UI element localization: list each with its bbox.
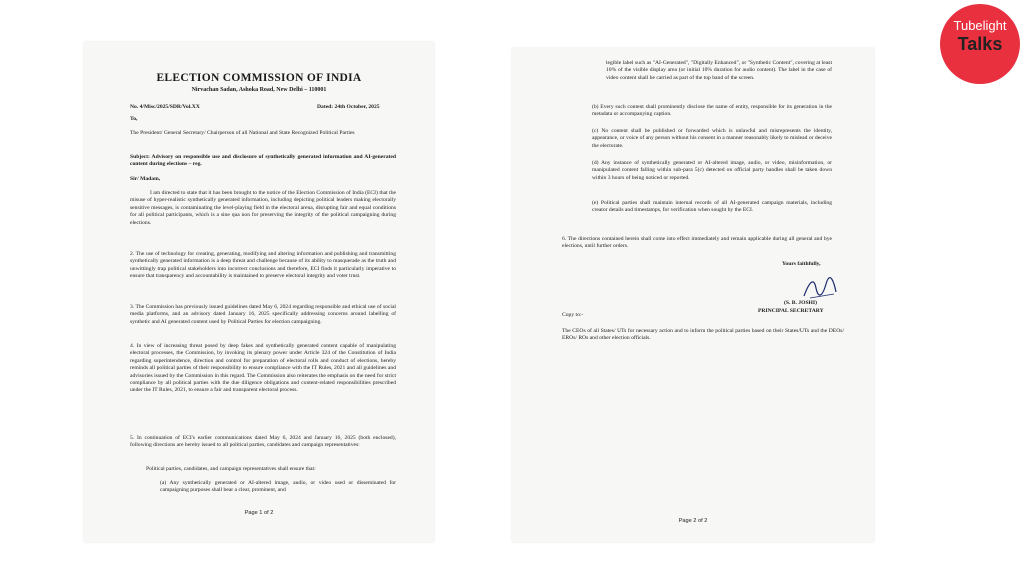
page-number: Page 1 of 2 xyxy=(244,510,274,516)
subject-line: Subject: Advisory on responsible use and disclosure of synthetically generated information and AI-generated content during elections – reg. xyxy=(130,154,396,168)
letterhead-address: Nirvachan Sadan, Ashoka Road, New Delhi – 110001 xyxy=(191,87,327,93)
copy-to-text: The CEOs of all States/ UTs for necessary action and to inform the political parties based on their States/UTs and the DEOs/ EROs/ ROs and other election officials. xyxy=(562,328,844,342)
item-b: (b) Every such content shall prominently disclose the name of entity, responsible for its generation in the metadata or accompanying caption. xyxy=(592,104,832,118)
recipients: The President/ General Secretary/ Chairperson of all National and State Recognized Political Parties xyxy=(130,130,355,136)
ensure-line: Political parties, candidates, and campaign representatives shall ensure that: xyxy=(146,466,316,472)
paragraph-1: I am directed to state that it has been brought to the notice of the Election Commission of India (ECI) that the misuse of hyper-realistic synthetically generated information, including depicting political leaders making electorally sensitive messages, is contaminating the level-playing field in the electoral arena, disrupting fair and equal conditions for all political participants, which is a sine qua non for preserving the integrity of the political campaigning during elections. xyxy=(130,190,396,226)
document-page-2 xyxy=(512,48,874,542)
item-a-continued: legible label such as "AI-Generated", "Digitally Enhanced", or "Synthetic Content", covering at least 10% of the visible display area (or initial 10% duration for audio content). The label in the case of video content shall be carried as part of the top band of the screen. xyxy=(606,60,832,81)
letter-date: Dated: 24th October, 2025 xyxy=(317,104,380,110)
reference-number: No. 4/Misc/2025/SDR/Vol.XX xyxy=(130,104,200,110)
document-page-1 xyxy=(84,42,434,542)
paragraph-5: 5. In continuation of ECI's earlier communications dated May 6, 2024 and January 16, 2025 (both enclosed), following directions are hereby issued to all political parties, candidates and campaign representatives: xyxy=(130,435,396,449)
paragraph-2: 2. The use of technology for creating, generating, modifying and altering information and publishing and transmitting synthetically generated information is a deep threat and challenge because of its ability to masquerade as the truth and unwittingly trap political stakeholders into incorrect conclusions and therefore, ECI finds it particularly imperative to ensure that transparency and accountability is maintained to preserve electoral integrity and voter trust. xyxy=(130,251,396,280)
paragraph-6: 6. The directions contained herein shall come into effect immediately and remain applicable during all general and bye elections, until further orders. xyxy=(562,236,832,250)
signatory-name: (S. B. JOSHI) xyxy=(784,300,817,306)
letterhead-title: ELECTION COMMISSION OF INDIA xyxy=(156,72,362,84)
signatory-designation: PRINCIPAL SECRETARY xyxy=(758,308,824,314)
logo-line-2: Talks xyxy=(957,34,1003,54)
page-number: Page 2 of 2 xyxy=(678,518,708,524)
logo-line-1: Tubelight xyxy=(953,18,1007,33)
paragraph-4: 4. In view of increasing threat posed by deep fakes and synthetically generated content capable of manipulating electoral processes, the Commission, by invoking its plenary power under Article 324 of the Constitution of India regarding superintendence, direction and control for preparation of electoral rolls and conduct of elections, hereby reminds all political parties of their responsibility to ensure compliance with the IT Rules, 2021 and all guidelines and advisories issued by the Commission in this regard. The Commission also reiterates the emphasis on the need for strict compliance by all political parties with the due diligence obligations and content-related responsibilities prescribed under the IT Rules, 2021, to ensure a fair and transparent electoral process. xyxy=(130,343,396,394)
salutation: Sir/ Madam, xyxy=(130,176,161,182)
paragraph-3: 3. The Commission has previously issued guidelines dated May 6, 2024 regarding responsible and ethical use of social media platforms, and an advisory dated January 16, 2025 specifically addressing concerns around labelling of synthetic and AI generated content used by Political Parties for election campaigning. xyxy=(130,304,396,325)
item-c: (c) No content shall be published or forwarded which is unlawful and misrepresents the identity, appearance, or voice of any person without his consent in a manner reasonably likely to mislead or deceive the electorate. xyxy=(592,128,832,149)
item-a: (a) Any synthetically generated or AI-altered image, audio, or video used or disseminated for campaigning purposes shall bear a clear, prominent, and xyxy=(160,480,396,494)
item-d: (d) Any instance of synthetically generated or AI-altered image, audio, or video, misinformation, or manipulated content falling within sub-para 5(c) detected on official party handles shall be taken down within 3 hours of being noticed or reported. xyxy=(592,160,832,181)
to-label: To, xyxy=(130,116,138,122)
tubelight-talks-logo xyxy=(940,4,1020,84)
closing: Yours faithfully, xyxy=(782,261,821,267)
item-e: (e) Political parties shall maintain internal records of all AI-generated campaign materials, including creator details and timestamps, for verification when sought by the ECI. xyxy=(592,200,832,214)
copy-to-label: Copy to:- xyxy=(562,312,584,318)
